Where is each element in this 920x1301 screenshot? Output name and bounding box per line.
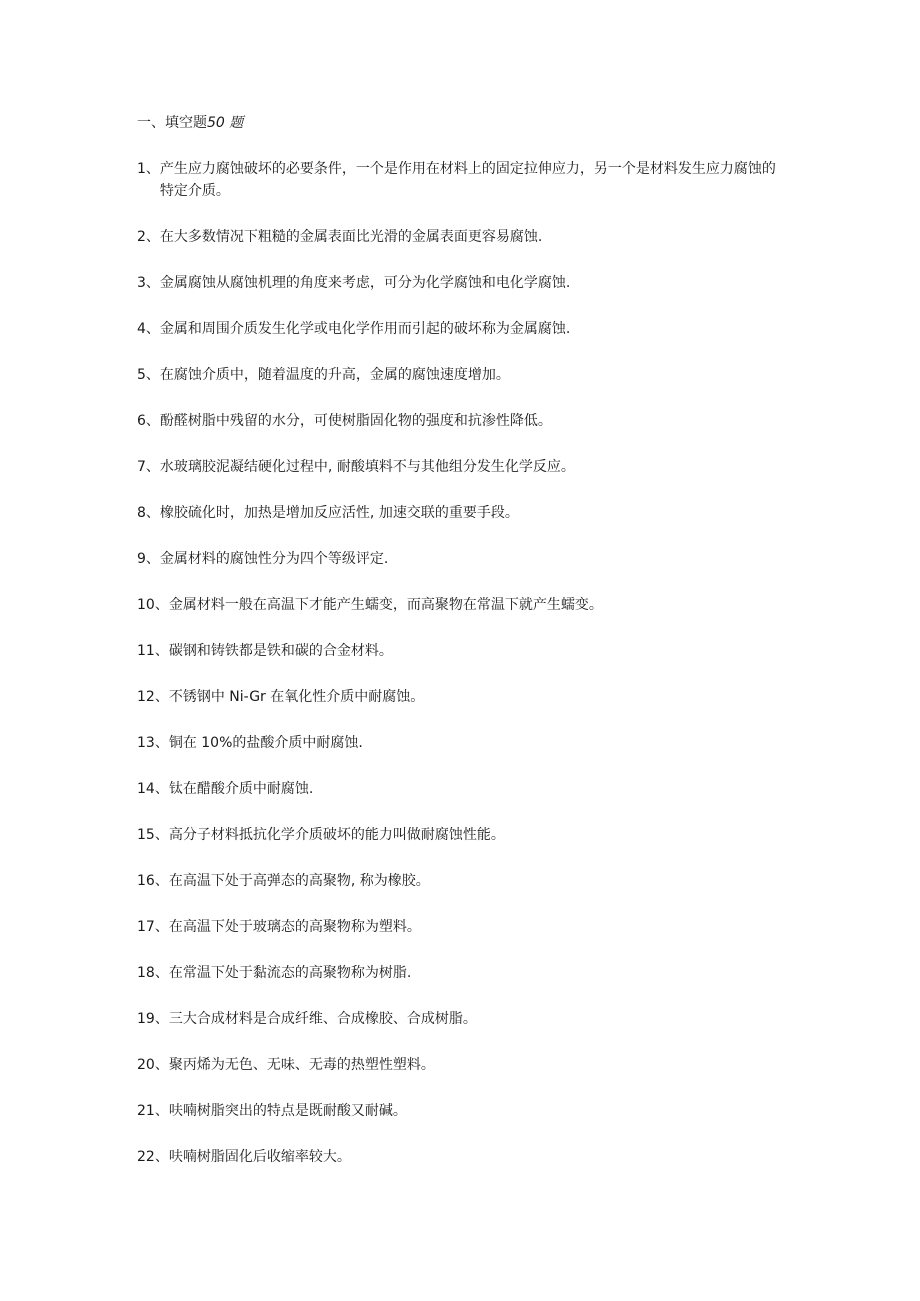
list-item (137, 778, 787, 800)
list-item (137, 1100, 787, 1122)
item-number: 13、 (137, 735, 169, 751)
list-item (137, 1008, 787, 1030)
item-text: 不锈钢中 Ni-Gr 在氧化性介质中耐腐蚀。 (168, 689, 425, 705)
document-content (137, 112, 787, 1192)
item-number: 16、 (137, 873, 169, 889)
list-item (137, 686, 787, 708)
item-number: 22、 (137, 1149, 169, 1165)
item-text: 橡胶硫化时，加热是增加反应活性, 加速交联的重要手段。 (159, 505, 519, 521)
item-text: 产生应力腐蚀破坏的必要条件，一个是作用在材料上的固定拉伸应力，另一个是材料发生应力腐蚀的特定介质。 (159, 161, 776, 199)
item-text: 高分子材料抵抗化学介质破坏的能力叫做耐腐蚀性能。 (168, 827, 505, 843)
item-text: 在大多数情况下粗糙的金属表面比光滑的金属表面更容易腐蚀. (159, 229, 543, 245)
list-item (137, 502, 787, 524)
list-item (137, 962, 787, 984)
item-number: 15、 (137, 827, 169, 843)
item-text: 酚醛树脂中残留的水分，可使树脂固化物的强度和抗渗性降低。 (159, 413, 552, 429)
item-number: 8、 (137, 505, 160, 521)
item-text: 金属材料的腐蚀性分为四个等级评定. (159, 551, 389, 567)
list-item (137, 158, 787, 202)
item-number: 4、 (137, 321, 160, 337)
item-number: 20、 (137, 1057, 169, 1073)
item-text: 铜在 10%的盐酸介质中耐腐蚀. (168, 735, 363, 751)
question-list (137, 158, 787, 1168)
list-item (137, 272, 787, 294)
list-item (137, 364, 787, 386)
item-number: 11、 (137, 643, 169, 659)
list-item (137, 226, 787, 248)
section-heading (137, 112, 787, 134)
item-number: 10、 (137, 597, 169, 613)
list-item (137, 870, 787, 892)
list-item (137, 548, 787, 570)
item-number: 9、 (137, 551, 160, 567)
section-heading-suffix: 50 题 (207, 115, 244, 131)
list-item (137, 1054, 787, 1076)
item-text: 在高温下处于高弹态的高聚物, 称为橡胶。 (168, 873, 430, 889)
item-number: 14、 (137, 781, 169, 797)
list-item (137, 916, 787, 938)
item-number: 1、 (137, 161, 160, 177)
item-text: 三大合成材料是合成纤维、合成橡胶、合成树脂。 (168, 1011, 477, 1027)
item-number: 17、 (137, 919, 169, 935)
item-text: 在腐蚀介质中，随着温度的升高，金属的腐蚀速度增加。 (159, 367, 510, 383)
list-item (137, 1146, 787, 1168)
section-heading-prefix: 一、填空题 (137, 115, 207, 131)
item-number: 3、 (137, 275, 160, 291)
list-item (137, 824, 787, 846)
item-text: 碳钢和铸铁都是铁和碳的合金材料。 (168, 643, 393, 659)
list-item (137, 594, 787, 616)
item-text: 金属材料一般在高温下才能产生蠕变，而高聚物在常温下就产生蠕变。 (168, 597, 603, 613)
item-text: 钛在醋酸介质中耐腐蚀. (168, 781, 314, 797)
item-text: 呋喃树脂固化后收缩率较大。 (168, 1149, 351, 1165)
list-item (137, 732, 787, 754)
item-number: 21、 (137, 1103, 169, 1119)
item-text: 金属和周围介质发生化学或电化学作用而引起的破坏称为金属腐蚀. (159, 321, 571, 337)
item-text: 呋喃树脂突出的特点是既耐酸又耐碱。 (168, 1103, 407, 1119)
list-item (137, 318, 787, 340)
item-number: 18、 (137, 965, 169, 981)
list-item (137, 640, 787, 662)
item-number: 12、 (137, 689, 169, 705)
item-number: 5、 (137, 367, 160, 383)
item-text: 在常温下处于黏流态的高聚物称为树脂. (168, 965, 412, 981)
list-item (137, 456, 787, 478)
item-text: 聚丙烯为无色、无味、无毒的热塑性塑料。 (168, 1057, 435, 1073)
list-item (137, 410, 787, 432)
item-number: 6、 (137, 413, 160, 429)
item-text: 金属腐蚀从腐蚀机理的角度来考虑，可分为化学腐蚀和电化学腐蚀. (159, 275, 571, 291)
item-number: 2、 (137, 229, 160, 245)
item-text: 水玻璃胶泥凝结硬化过程中, 耐酸填料不与其他组分发生化学反应。 (159, 459, 575, 475)
item-number: 19、 (137, 1011, 169, 1027)
item-text: 在高温下处于玻璃态的高聚物称为塑料。 (168, 919, 421, 935)
item-number: 7、 (137, 459, 160, 475)
